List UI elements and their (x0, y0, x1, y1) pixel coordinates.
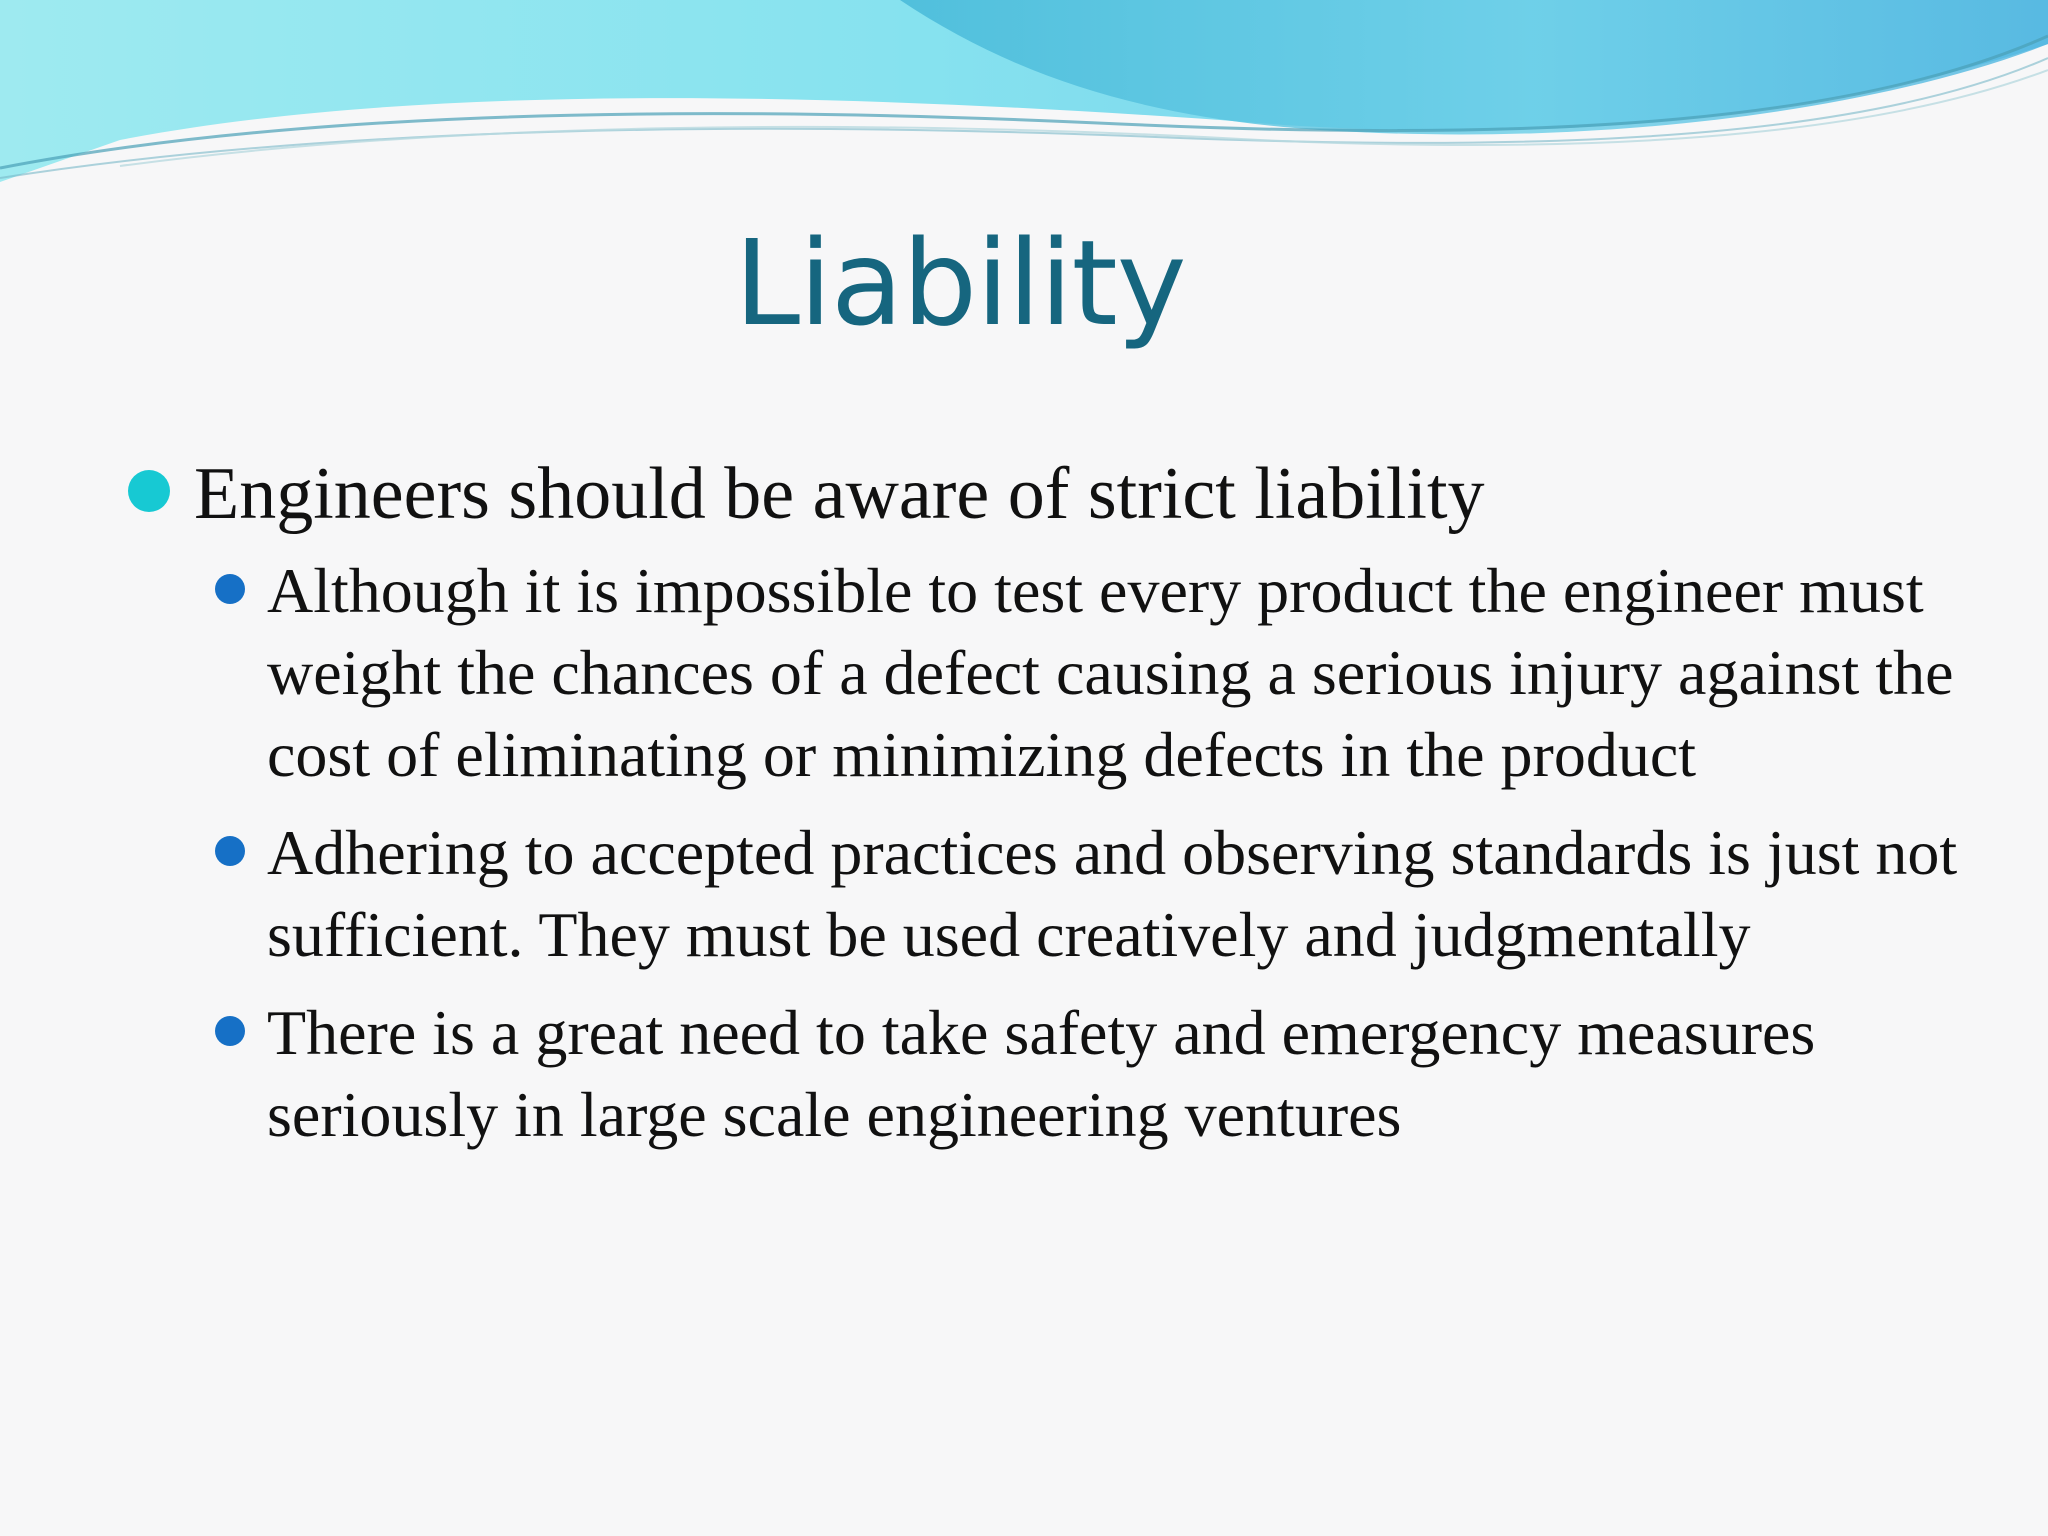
slide-title: Liability (734, 214, 1186, 352)
bullet-item-level2 (267, 550, 1987, 796)
bullet-item-level2 (267, 812, 1987, 976)
dot-bullet-icon (215, 574, 245, 604)
bullet-text: Adhering to accepted practices and observing standards is just not sufficient. They must be used creatively and judgmentally (267, 817, 1958, 970)
dot-bullet-icon (215, 836, 245, 866)
bullet-text: Engineers should be aware of strict liability (194, 453, 1485, 535)
slide-body (0, 452, 2048, 1156)
dot-bullet-icon (128, 470, 170, 512)
bullet-text: Although it is impossible to test every product the engineer must weight the chances of a defect causing a serious injury against the cost of eliminating or minimizing defects in the product (267, 555, 1954, 790)
header-wave-decoration (0, 0, 2048, 240)
bullet-text: There is a great need to take safety and emergency measures seriously in large scale engineering ventures (267, 997, 1816, 1150)
bullet-item-level1 (194, 452, 1894, 536)
dot-bullet-icon (215, 1016, 245, 1046)
bullet-item-level2 (267, 992, 1987, 1156)
sub-bullet-list (0, 550, 2048, 1156)
